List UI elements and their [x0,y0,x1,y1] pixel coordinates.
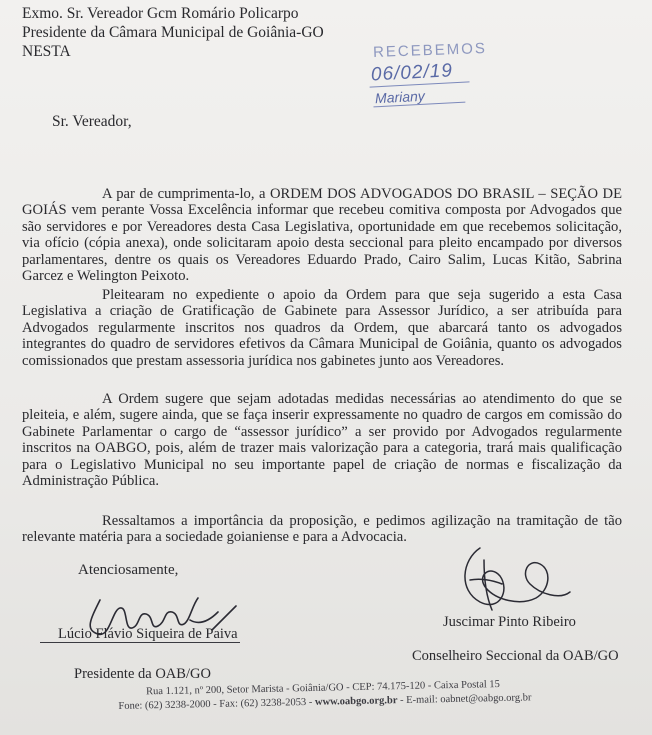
signature-1 [40,590,250,646]
received-stamp [365,42,515,112]
addressee-block [22,4,324,61]
stamp-label: RECEBEMOS [372,40,488,61]
signatory-2-name: Juscimar Pinto Ribeiro [443,614,576,630]
stamp-date: 06/02/19 [368,59,469,87]
stamp-receiver: Mariany [373,86,466,108]
addressee-nesta: NESTA [22,43,71,60]
footer-phone: Fone: (62) 3238-2000 - Fax: (62) 3238-2053 - [118,696,316,712]
signatory-1-role: Presidente da OAB/GO [74,666,211,682]
paragraph-3 [22,391,622,489]
paragraph-3-text: A Ordem sugere que sejam adotadas medidas necessárias ao atendimento do que se pleiteia, e além, sugere ainda, que se faça inserir expressamente no quadro de cargos em comissão do Gabinete Parlamentar o cargo de “assessor jurídico” a ser provido por Advogados regularmente inscritos na OABGO, pois, além de trazer mais valorização para a categoria, trará mais qualificação para o Legislativo Municipal no seu importante papel de criação de normas e fiscalização da Administração Pública. [22,391,622,490]
footer-address: Rua 1.121, nº 200, Setor Marista - Goiânia/GO - CEP: 74.175-120 - Caixa Postal 15 [146,679,500,698]
addressee-title: Presidente da Câmara Municipal de Goiânia-GO [22,24,324,41]
addressee-name: Exmo. Sr. Vereador Gcm Romário Policarpo [22,5,299,22]
footer-website: www.oabgo.org.br [314,695,398,708]
footer-email: - E-mail: oabnet@oabgo.org.br [397,692,532,707]
salutation: Sr. Vereador, [52,113,132,130]
paragraph-1-text: A par de cumprimenta-lo, a ORDEM DOS ADVOGADOS DO BRASIL – SEÇÃO DE GOIÁS vem perante Vossa Excelência informar que recebeu comitiva composta por Advogados que são servidores e por Vereadores desta Casa Legislativa, oportunidade em que recebemos solicitação, via ofício (cópia anexa), onde solicitaram apoio desta seccional para pleito encampado por diversos parlamentares, dentre os quais os Vereadores Eduardo Prado, Cairo Salim, Lucas Kitão, Sabrina Garcez e Welington Peixoto. [22,186,622,285]
paragraph-2 [22,287,622,369]
paragraph-4-text: Ressaltamos a importância da proposição, e pedimos agilização na tramitação de tão relevante matéria para a sociedade goianiense e para a Advocacia. [22,513,622,546]
signature-2 [440,540,590,620]
paragraph-1 [22,186,622,284]
signatory-1-name: Lúcio Flávio Siqueira de Paiva [58,626,238,642]
paragraph-2-text: Pleitearam no expediente o apoio da Ordem para que seja sugerido a esta Casa Legislativa a criação de Gratificação de Gabinete para Assessor Jurídico, a ser atribuída para Advogados regularmente inscritos nos quadros da Ordem, que abarcará tanto os advogados integrantes do quadro de servidores efetivos da Câmara Municipal de Goiânia, quanto os advogados comissionados que prestam assessoria jurídica nos gabinetes junto aos Vereadores. [22,287,622,369]
signatory-2-role: Conselheiro Seccional da OAB/GO [412,648,619,664]
signature-1-line [40,642,240,643]
closing: Atenciosamente, [78,562,179,578]
signature-2-scribble-icon [440,540,590,620]
